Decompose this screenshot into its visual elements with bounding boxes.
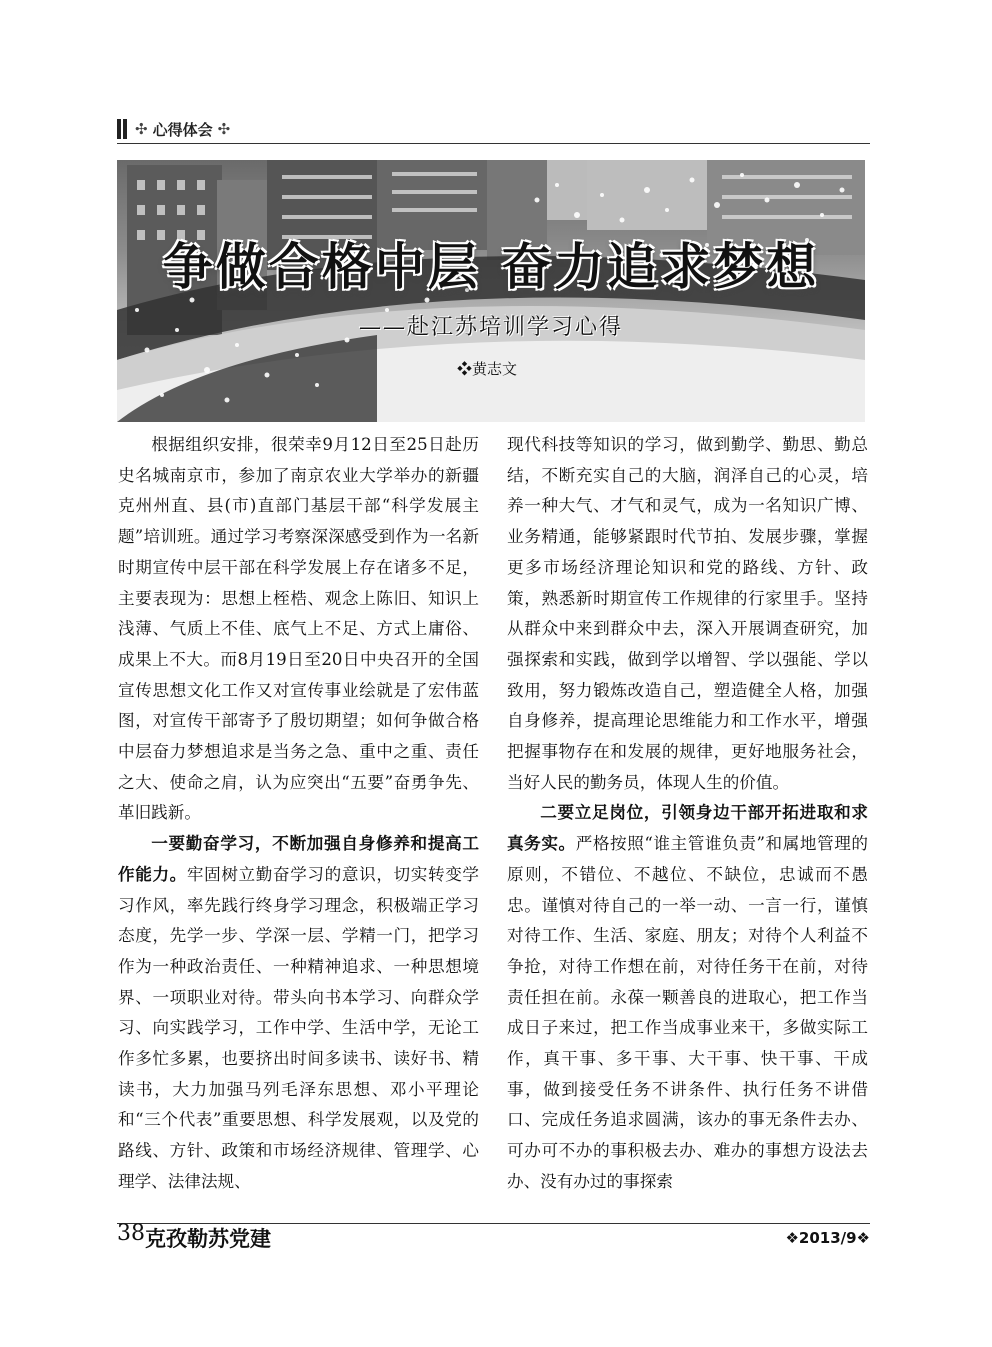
- page-number: 38: [117, 1221, 145, 1246]
- section-tag: [117, 118, 235, 140]
- article-column-left: [118, 430, 479, 1198]
- paragraph-lead: 二要立足岗位，引领身边干部开拓进取和求真务实。: [507, 803, 868, 854]
- paragraph: [507, 798, 868, 1197]
- header-rule: [117, 143, 870, 144]
- cross-icon: ✣: [135, 120, 148, 138]
- paragraph-text: 根据组织安排，很荣幸9月12日至25日赴历史名城南京市，参加了南京农业大学举办的新疆克州州直、县(市)直部门基层干部“科学发展主题”培训班。通过学习考察深深感受到作为一名新时期宣传中层干部在科学发展上存在诸多不足，主要表现为：思想上桎梏、观念上陈旧、知识上浅薄、气质上不佳、底气上不足、方式上庸俗、成果上不大。而8月19日至20日中央召开的全国宣传思想文化工作又对宣传事业绘就是了宏伟蓝图，对宣传干部寄予了殷切期望；如何争做合格中层奋力梦想追求是当务之急、重中之重、责任之大、使命之肩，认为应突出“五要”奋勇争先、革旧践新。: [118, 435, 479, 823]
- article-author: ❖黄志文: [457, 360, 518, 378]
- paragraph: [507, 430, 868, 798]
- paragraph: [118, 430, 479, 829]
- issue-date: ❖2013/9❖: [785, 1229, 870, 1247]
- section-label: 心得体会: [152, 120, 213, 139]
- paragraph-text: 现代科技等知识的学习，做到勤学、勤思、勤总结，不断充实自己的大脑，润泽自己的心灵，培养一种大气、才气和灵气，成为一名知识广博、业务精通，能够紧跟时代节拍、发展步骤，掌握更多市场经济理论知识和党的路线、方针、政策，熟悉新时期宣传工作规律的行家里手。坚持从群众中来到群众中去，深入开展调查研究，加强探索和实践，做到学以增智、学以强能、学以致用，努力锻炼改造自己，塑造健全人格，加强自身修养，提高理论思维能力和工作水平，增强把握事物存在和发展的规律，更好地服务社会，当好人民的勤务员，体现人生的价值。: [507, 435, 868, 792]
- cross-icon: ✣: [217, 120, 231, 138]
- paragraph-text: 牢固树立勤奋学习的意识，切实转变学习作风，率先践行终身学习理念，积极端正学习态度，先学一步、学深一层、学精一门，把学习作为一种政治责任、一种精神追求、一种思想境界、一项职业对待。带头向书本学习、向群众学习、向实践学习，工作中学、生活中学，无论工作多忙多累，也要挤出时间多读书、读好书、精读书，大力加强马列毛泽东思想、邓小平理论和“三个代表”重要思想、科学发展观，以及党的路线、方针、政策和市场经济规律、管理学、心理学、法律法规、: [118, 864, 480, 1191]
- paragraph-lead: 一要勤奋学习，不断加强自身修养和提高工作能力。: [118, 834, 479, 884]
- title-banner: [117, 160, 865, 422]
- article-column-right: [507, 430, 868, 1198]
- publication-name: 克孜勒苏党建: [145, 1227, 271, 1251]
- section-bars-icon: [117, 119, 121, 139]
- paragraph: [118, 829, 479, 1197]
- paragraph-text: 严格按照“谁主管谁负责”和属地管理的原则，不错位、不越位、不缺位，忠诚而不愚忠。谨慎对待自己的一举一动、一言一行，谨慎对待工作、生活、家庭、朋友；对待个人利益不争抢，对待工作想在前，对待任务干在前，对待责任担在前。永葆一颗善良的进取心，把工作当成日子来过，把工作当成事业来干，多做实际工作，真干事、多干事、大干事、快干事、干成事，做到接受任务不讲条件、执行任务不讲借口、完成任务追求圆满，该办的事无条件去办、可办可不办的事积极去办、难办的事想方设法去办、没有办过的事探索: [507, 834, 869, 1191]
- article-subtitle: ——赴江苏培训学习心得: [358, 315, 623, 340]
- article-title: 争做合格中层 奋力追求梦想: [162, 237, 820, 296]
